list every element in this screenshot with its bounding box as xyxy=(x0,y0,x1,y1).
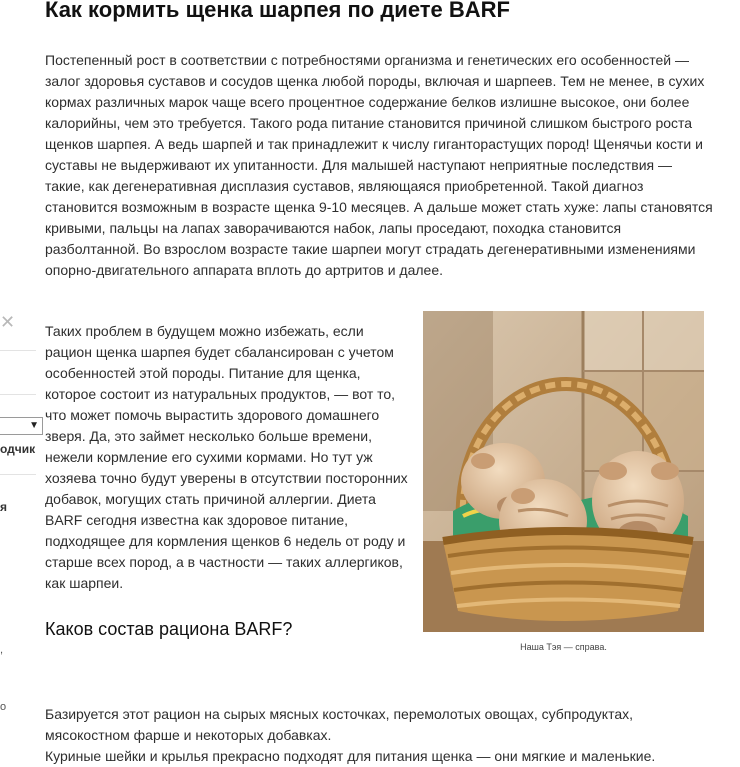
sidebar-select[interactable] xyxy=(0,417,43,435)
sidebar-divider xyxy=(0,394,36,395)
sidebar-divider xyxy=(0,474,36,475)
sidebar-divider xyxy=(0,350,36,351)
page-title: Как кормить щенка шарпея по диете BARF xyxy=(45,0,510,22)
image-caption: Наша Тэя — справа. xyxy=(520,642,607,652)
sidebar-text-fragment: , xyxy=(0,644,4,656)
article-paragraph: Таких проблем в будущем можно избежать, если рацион щенка шарпея будет сбалансирован с учетом особенностей этой породы. Питание для щенка, которое состоит из натуральных продуктов, — вот то, что может помочь вырастить здорового домашнего зверя. Да, это займет несколько больше времени, нежели кормление его сухими кормами. Но тут уж хозяева точно будут уверены в отсутствии посторонних добавок, могущих стать причиной аллергии. Диета BARF сегодня известна как здоровое питание, подходящее для кормления щенков 6 недель от роду и старше всех пород, а в частности — таких аллергиков, как шарпеи. xyxy=(45,323,408,591)
sidebar-label[interactable]: я xyxy=(0,500,8,514)
article-paragraph: Базируется этот рацион на сырых мясных косточках, перемолотых овощах, субпродуктах, мясокостном фарше и некоторых добавках. Куриные шейки и крылья прекрасно подходят для питания щенка — они мягкие и маленькие. xyxy=(45,706,656,764)
section-heading: Каков состав рациона BARF? xyxy=(45,619,293,639)
left-sidebar xyxy=(0,0,40,767)
sidebar-label[interactable]: одчик xyxy=(0,442,36,456)
article-paragraph: Постепенный рост в соответствии с потребностями организма и генетических его особенностей — залог здоровья суставов и сосудов щенка любой породы, включая и шарпеев. Тем не менее, в сухих кормах различных марок чаще всего процентное содержание белков излишне высокое, они более калорийны, чем это требуется. Такого рода питание становится причиной слишком быстрого роста щенков шарпея. А ведь шарпей и так принадлежит к числу гиганторастущих пород! Щенячьи кости и суставы не выдерживают их упитанности. Для малышей наступают неприятные последствия — такие, как дегенеративная дисплазия суставов, являющаяся приобретенной. Такой диагноз становится возможным в возрасте щенка 9-10 месяцев. А дальше может стать хуже: лапы становятся кривыми, пальцы на лапах заворачиваются набок, лапы проседают, походка становится разболтанной. Во взрослом возрасте такие шарпеи могут страдать дегенеративными изменениями опорно-двигательного аппарата вплоть до артритов и далее. xyxy=(45,52,713,278)
puppies-in-basket-image xyxy=(423,311,704,632)
puppies-photo xyxy=(423,311,704,632)
sidebar-text-fragment: о xyxy=(0,701,7,713)
close-icon[interactable]: ✕ xyxy=(0,312,16,332)
chevron-down-icon: ▼ xyxy=(29,420,39,431)
